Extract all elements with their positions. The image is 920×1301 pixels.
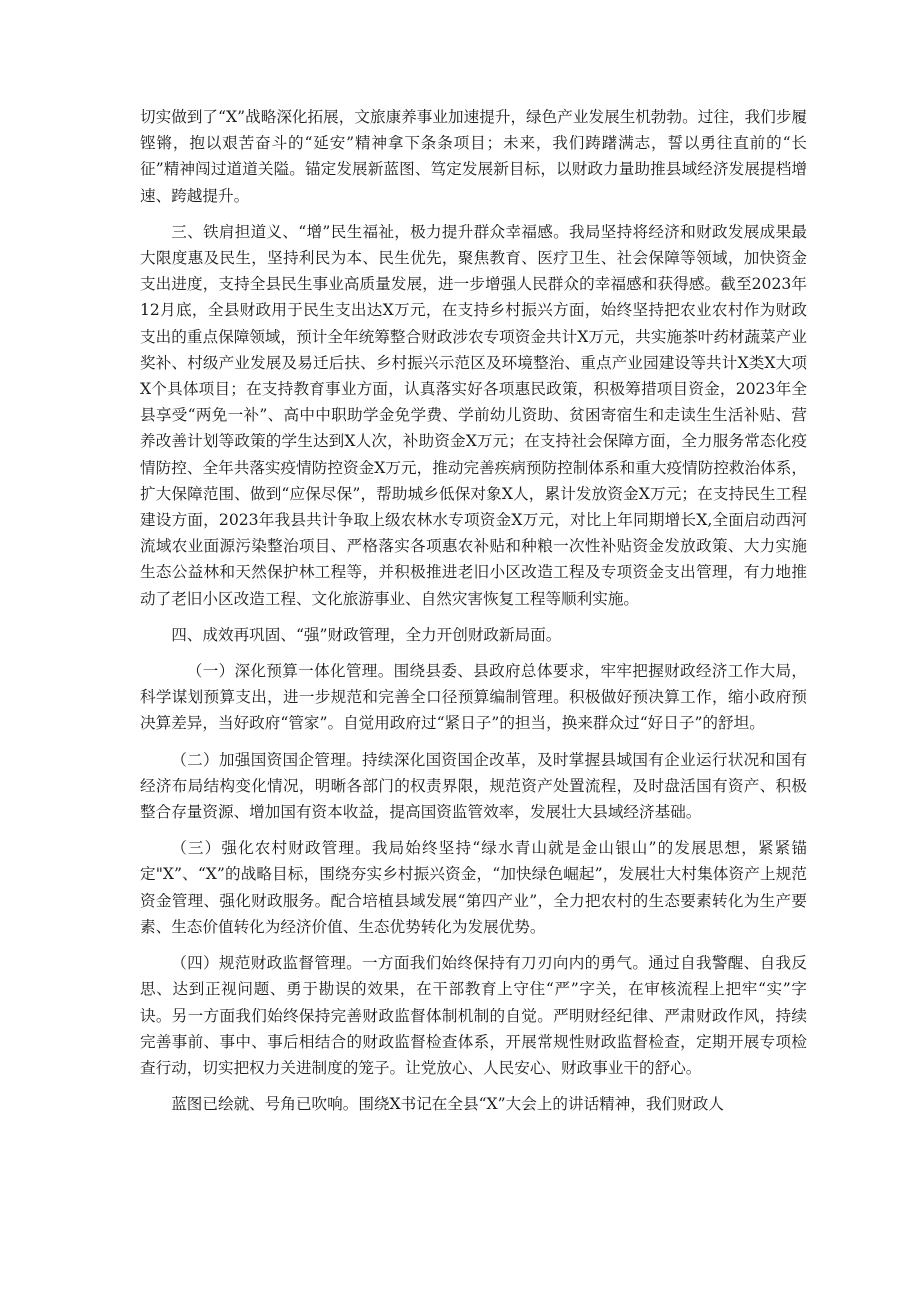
paragraph-item-three: （三）强化农村财政管理。我局始终坚持“绿水青山就是金山银山”的发展思想，紧紧锚定"X”、“X”的战略目标，围绕夯实乡村振兴资金，“加快绿色崛起”，发展壮大村集体资产上规范资金管理、强化财政服务。配合培植县域发展“第四产业”，全力把农村的生态要素转化为生产要素、生态价值转化为经济价值、生态优势转化为发展优势。 bbox=[140, 839, 807, 936]
paragraph-item-two: （二）加强国资国企管理。持续深化国资国企改革，及时掌握县域国有企业运行状况和国有经济布局结构变化情况，明晰各部门的权责界限，规范资产处置流程，及时盘活国有资产、积极整合存量资源、增加国有资本收益，提高国资监管效率，发展壮大县域经济基础。 bbox=[140, 750, 807, 822]
paragraph-intro-continuation: 切实做到了“X”战略深化拓展，文旅康养事业加速提升，绿色产业发展生机勃勃。过往，我们步履铿锵，抱以艰苦奋斗的“延安”精神拿下条条项目；未来，我们踌躇满志，誓以勇往直前的“长征”精神闯过道道关隘。锚定发展新蓝图、笃定发展新目标，以财政力量助推县域经济发展提档增速、跨越提升。 bbox=[140, 108, 807, 205]
paragraph-section-three: 三、铁肩担道义、“增”民生福祉，极力提升群众幸福感。我局坚持将经济和财政发展成果最大限度惠及民生，坚持利民为本、民生优先，聚焦教育、医疗卫生、社会保障等领域，加快资金支出进度，支持全县民生事业高质量发展，进一步增强人民群众的幸福感和获得感。截至2023年12月底，全县财政用于民生支出达X万元，在支持乡村振兴方面，始终坚持把农业农村作为财政支出的重点保障领域，预计全年统筹整合财政涉农专项资金共计X万元，共实施茶叶药材蔬菜产业奖补、村级产业发展及易迁后扶、乡村振兴示范区及环境整治、重点产业园建设等共计X类X大项X个具体项目；在支持教育事业方面，认真落实好各项惠民政策，积极筹措项目资金，2023年全县享受“两免一补”、高中中职助学金免学费、学前幼儿资助、贫困寄宿生和走读生生活补贴、营养改善计划等政策的学生达到X人次，补助资金X万元；在支持社会保障方面，全力服务常态化疫情防控、全年共落实疫情防控资金X万元，推动完善疾病预防控制体系和重大疫情防控救治体系，扩大保障范围、做到“应保尽保”，帮助城乡低保对象X人，累计发放资金X万元；在支持民生工程建设方面，2023年我县共计争取上级农林水专项资金X万元，对比上年同期增长X,全面启动西河流域农业面源污染整治项目、严格落实各项惠农补贴和种粮一次性补贴资金发放政策、大力实施生态公益林和天然保护林工程等，并积极推进老旧小区改造工程及专项资金支出管理，有力地推动了老旧小区改造工程、文化旅游事业、自然灾害恢复工程等顺利实施。 bbox=[140, 222, 807, 608]
paragraph-item-one: （一）深化预算一体化管理。围绕县委、县政府总体要求，牢牢把握财政经济工作大局，科学谋划预算支出，进一步规范和完善全口径预算编制管理。积极做好预决算工作，缩小政府预决算差异，当好政府“管家”。自觉用政府过“紧日子”的担当，换来群众过“好日子”的舒坦。 bbox=[140, 662, 807, 733]
paragraph-conclusion: 蓝图已绘就、号角已吹响。围绕X书记在全县“X”大会上的讲话精神，我们财政人 bbox=[171, 1095, 724, 1114]
document-body bbox=[140, 104, 807, 1127]
heading-section-four: 四、成效再巩固、“强”财政管理，全力开创财政新局面。 bbox=[171, 625, 562, 644]
paragraph-item-four: （四）规范财政监督管理。一方面我们始终保持有刀刃向内的勇气。通过自我警醒、自我反思、达到正视问题、勇于勘误的效果，在干部教育上守住“严”字关，在审核流程上把牢“实”字诀。另一方面我们始终保持完善财政监督体制机制的自觉。严明财经纪律、严肃财政作风，持续完善事前、事中、事后相结合的财政监督检查体系，开展常规性财政监督检查，定期开展专项检查行动，切实把权力关进制度的笼子。让党放心、人民安心、财政事业干的舒心。 bbox=[140, 954, 807, 1077]
